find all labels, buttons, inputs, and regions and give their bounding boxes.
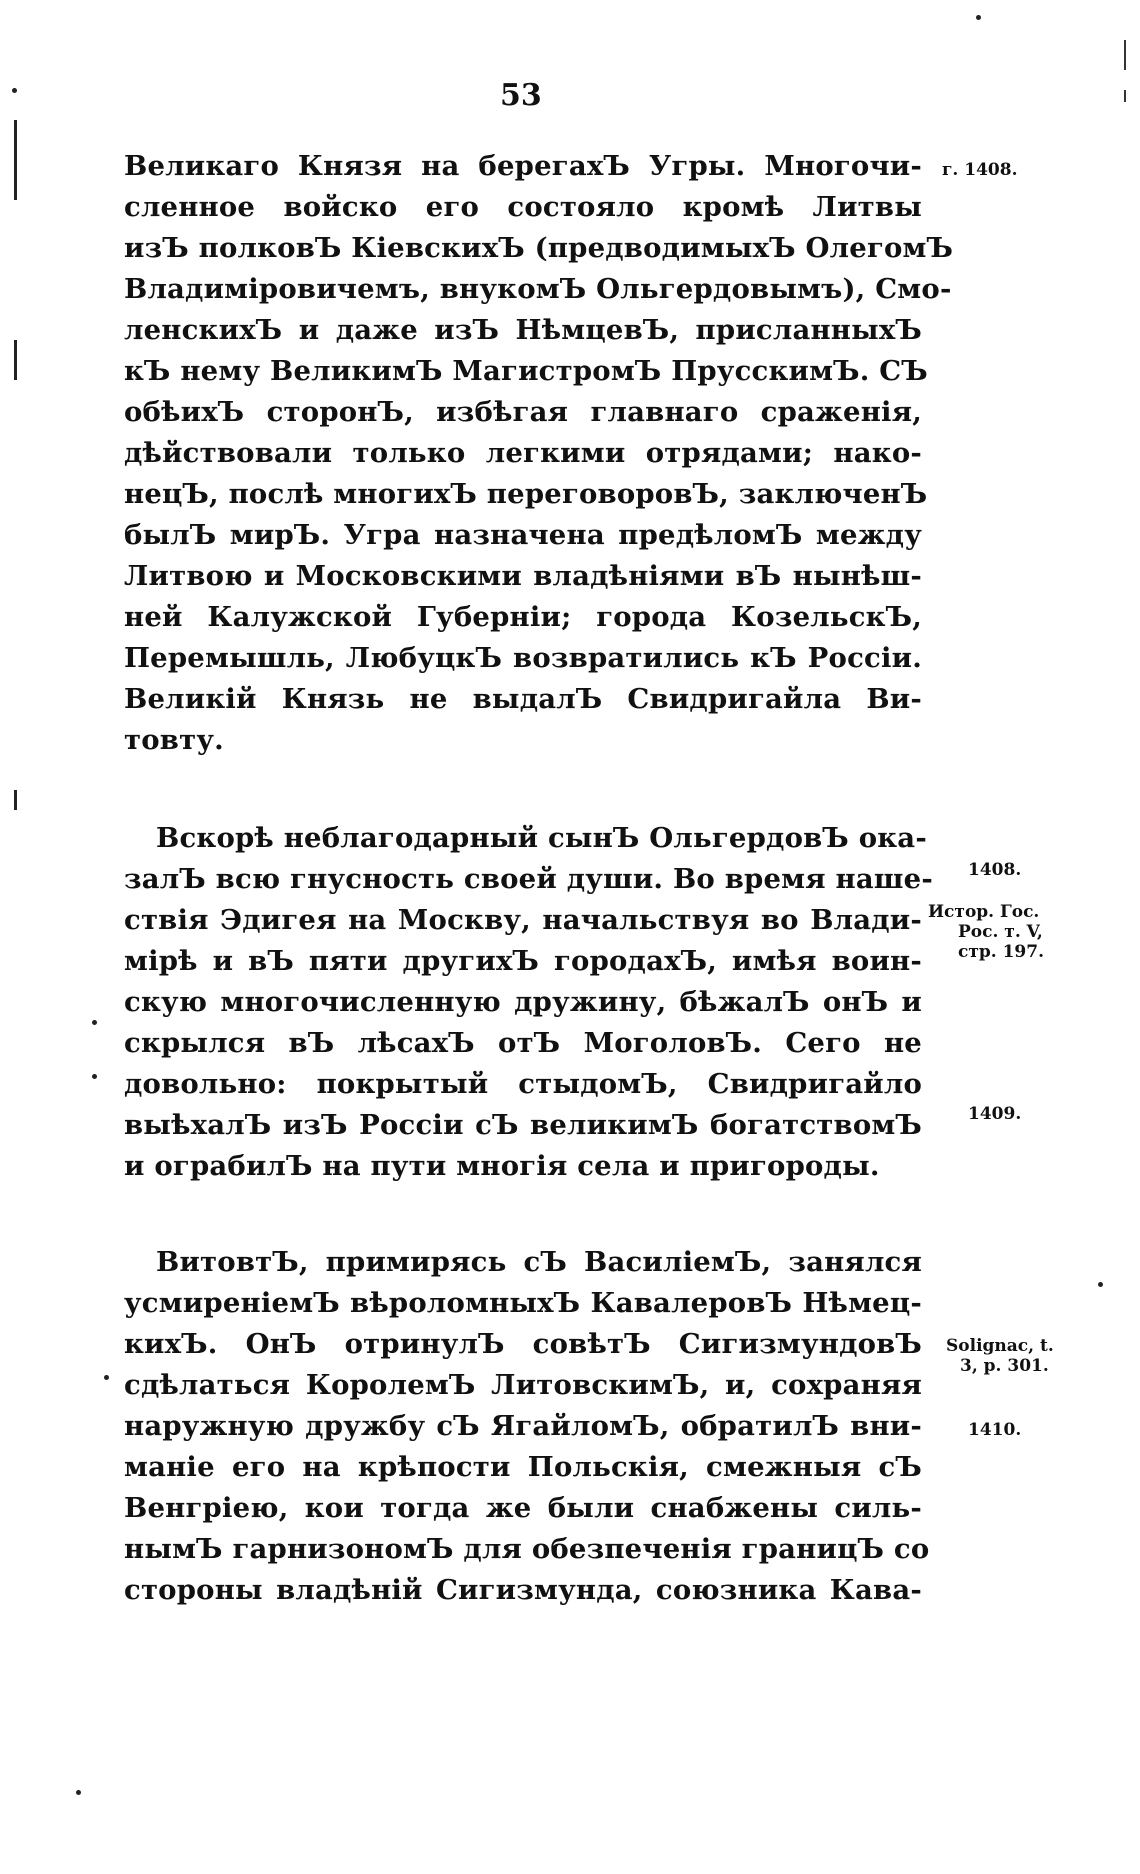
text-line: ствія Эдигея на Москву, начальствуя во Влади- [124, 904, 922, 936]
text-line: Великаго Князя на берегахЪ Угры. Многочи- [124, 150, 922, 182]
text-line: сленное войско его состояло кромѣ Литвы [124, 191, 922, 223]
left-edge-rule [14, 120, 17, 200]
text-line: Литвою и Московскими владѣніями вЪ нынѣш- [124, 560, 922, 592]
text-line: Великій Князь не выдалЪ Свидригайла Ви- [124, 683, 922, 715]
scan-speck [92, 1020, 97, 1025]
scan-speck [104, 1375, 109, 1380]
text-line: скрылся вЪ лѣсахЪ отЪ МоголовЪ. Сего не [124, 1027, 922, 1059]
text-line: скую многочисленную дружину, бѣжалЪ онЪ и [124, 986, 922, 1018]
text-line: и ограбилЪ на пути многія села и пригороды. [124, 1150, 880, 1182]
text-line: ВитовтЪ, примирясь сЪ ВасиліемЪ, занялся [156, 1246, 922, 1278]
text-line: выѣхалЪ изЪ Россіи сЪ великимЪ богатствомЪ [124, 1109, 922, 1141]
text-line: Венгріею, кои тогда же были снабжены силь- [124, 1492, 922, 1524]
text-line: Перемышль, ЛюбуцкЪ возвратились кЪ Россіи. [124, 642, 922, 674]
scan-speck [976, 15, 981, 20]
text-line: кЪ нему ВеликимЪ МагистромЪ ПрусскимЪ. СЪ [124, 355, 928, 387]
text-line: усмиреніемЪ вѣроломныхЪ КавалеровЪ Нѣмец- [124, 1287, 922, 1319]
scan-speck [12, 88, 17, 93]
margin-note-year: 1409. [968, 1104, 1022, 1124]
right-edge-rule [1124, 40, 1126, 70]
scan-speck [76, 1790, 81, 1795]
margin-note-year: г. 1408. [942, 160, 1018, 180]
margin-note-source: Solignac, t. [946, 1336, 1054, 1356]
margin-note-year: 1410. [968, 1420, 1022, 1440]
scan-speck [92, 1074, 97, 1079]
text-line: былЪ мирЪ. Угра назначена предѣломЪ между [124, 519, 922, 551]
text-line: довольно: покрытый стыдомЪ, Свидригайло [124, 1068, 922, 1100]
text-line: стороны владѣній Сигизмунда, союзника Кава- [124, 1574, 922, 1606]
text-line: ленскихЪ и даже изЪ НѣмцевЪ, присланныхЪ [124, 314, 922, 346]
text-line: изЪ полковЪ КіевскихЪ (предводимыхЪ ОлегомЪ [124, 232, 954, 264]
text-line: дѣйствовали только легкими отрядами; нако- [124, 437, 922, 469]
page-number: 53 [500, 78, 542, 113]
text-line: маніе его на крѣпости Польскія, смежныя сЪ [124, 1451, 922, 1483]
left-edge-rule [14, 790, 17, 810]
left-edge-rule [14, 340, 17, 380]
margin-note-source: Рос. т. V, [958, 922, 1043, 942]
text-line: нымЪ гарнизономЪ для обезпеченія границЪ со [124, 1533, 930, 1565]
margin-note-source: 3, p. 301. [960, 1356, 1049, 1376]
text-line: товту. [124, 724, 224, 756]
text-line: мірѣ и вЪ пяти другихЪ городахЪ, имѣя воин- [124, 945, 922, 977]
text-line: Вскорѣ неблагодарный сынЪ ОльгердовЪ ока- [156, 822, 927, 854]
margin-note-year: 1408. [968, 860, 1022, 880]
text-line: наружную дружбу сЪ ЯгайломЪ, обратилЪ вни- [124, 1410, 922, 1442]
text-line: ней Калужской Губерніи; города КозельскЪ, [124, 601, 922, 633]
text-line: нецЪ, послѣ многихЪ переговоровЪ, заключенЪ [124, 478, 928, 510]
margin-note-source: Истор. Гос. [928, 902, 1040, 922]
text-line: сдѣлаться КоролемЪ ЛитовскимЪ, и, сохраняя [124, 1369, 922, 1401]
margin-note-source: стр. 197. [958, 942, 1045, 962]
text-line: кихЪ. ОнЪ отринулЪ совѣтЪ СигизмундовЪ [124, 1328, 922, 1360]
text-line: обѣихЪ сторонЪ, избѣгая главнаго сраженія, [124, 396, 922, 428]
scan-speck [1098, 1282, 1103, 1287]
right-edge-rule [1124, 90, 1126, 102]
text-line: Владиміровичемъ, внукомЪ Ольгердовымъ), Смо- [124, 273, 952, 305]
text-line: залЪ всю гнусность своей души. Во время наше- [124, 863, 933, 895]
